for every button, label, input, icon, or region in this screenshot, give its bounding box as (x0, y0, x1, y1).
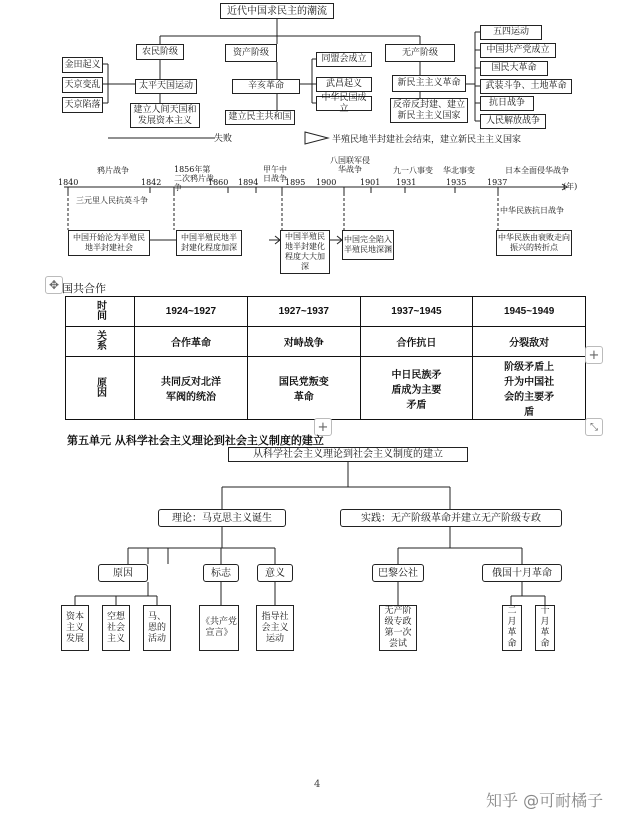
move-handle-icon[interactable]: ✥ (45, 276, 63, 294)
page-number: 4 (314, 779, 321, 790)
event-opium-war: 鸦片战争 (97, 166, 129, 175)
theory-meaning: 意义 (257, 564, 293, 582)
add-column-button[interactable]: + (585, 346, 603, 364)
october-revolution: 俄国十月革命 (482, 564, 562, 582)
arrow-text: 半殖民地半封建社会结束，建立新民主主义国家 (332, 135, 522, 145)
event-resistance-war: 中华民族抗日战争 (500, 206, 564, 215)
event-sino-japanese-war: 甲午中日战争 (263, 165, 287, 183)
reason-marx-engels: 马、恩的活动 (143, 605, 171, 651)
year-1895: 1895 (285, 178, 306, 187)
event-918: 九一八事变 (393, 166, 433, 175)
year-1842: 1842 (141, 178, 162, 187)
paris-commune: 巴黎公社 (372, 564, 424, 582)
cell-time-1: 1924~1927 (134, 297, 247, 327)
tl-box-abyss: 中国完全陷入半殖民地深渊 (342, 230, 394, 260)
xinhai-goal: 建立民主共和国 (225, 110, 295, 125)
cell-relation-3: 合作抗日 (360, 327, 473, 357)
cell-relation-2: 对峙战争 (248, 327, 361, 357)
row-header-reason: 原因 (66, 357, 135, 420)
tl-box-greatly-deepen: 中国半殖民地半封建化程度大大加深 (280, 230, 330, 274)
february-revolution: 二月革命 (502, 605, 522, 651)
event-liberation-war: 人民解放战争 (480, 114, 546, 129)
event-national-revolution: 国民大革命 (480, 61, 548, 76)
unit5-root: 从科学社会主义理论到社会主义制度的建立 (228, 447, 468, 462)
event-anti-japanese: 抗日战争 (480, 96, 534, 111)
cell-time-2: 1927~1937 (248, 297, 361, 327)
cell-time-4: 1945~1949 (473, 297, 586, 327)
cell-relation-1: 合作革命 (134, 327, 247, 357)
event-tongmenghui: 同盟会成立 (316, 52, 372, 67)
tl-box-turning-point: 中华民族由衰败走向振兴的转折点 (496, 230, 572, 256)
event-may-fourth: 五四运动 (480, 25, 542, 40)
cell-reason-4: 阶级矛盾上升为中国社会的主要矛盾 (473, 357, 586, 420)
year-1860: 1860 (208, 178, 229, 187)
cell-reason-2: 国民党叛变革命 (248, 357, 361, 420)
event-roc-founded: 中华民国成立 (316, 96, 372, 111)
year-1840: 1840 (58, 178, 79, 187)
event-eight-nation: 八国联军侵华战争 (330, 156, 370, 174)
event-cpc-founded: 中国共产党成立 (480, 43, 556, 58)
year-1937: 1937 (487, 178, 508, 187)
tl-box-begin: 中国开始沦为半殖民地半封建社会 (68, 230, 150, 256)
cell-reason-1: 共同反对北洋军阀的统治 (134, 357, 247, 420)
practice-node: 实践：无产阶级革命并建立无产阶级专政 (340, 509, 562, 527)
theory-node: 理论：马克思主义诞生 (158, 509, 286, 527)
event-north-china: 华北事变 (443, 166, 475, 175)
cell-time-3: 1937~1945 (360, 297, 473, 327)
taiping-movement: 太平天国运动 (135, 79, 197, 94)
tl-box-deepen: 中国半殖民地半封建化程度加深 (176, 230, 242, 256)
event-second-opium-war: 1856年第二次鸦片战争 (174, 165, 214, 192)
theory-reason: 原因 (98, 564, 148, 582)
event-armed-struggle: 武装斗争、土地革命 (480, 79, 572, 94)
row-header-relation: 关系 (66, 327, 135, 357)
row-header-time: 时间 (66, 297, 135, 327)
fail-label: 失败 (214, 134, 233, 144)
taiping-goal: 建立人间天国和发展资本主义 (130, 103, 200, 128)
section-label: 国共合作 (62, 283, 106, 295)
class-bourgeois: 资产阶级 (225, 44, 277, 62)
kmt-cpc-table (65, 296, 586, 420)
communist-manifesto: 《共产党宣言》 (199, 605, 239, 651)
resize-handle-icon[interactable]: ⤡ (585, 418, 603, 436)
xinhai-revolution: 辛亥革命 (232, 79, 300, 94)
event-jintian: 金田起义 (62, 57, 103, 73)
event-tianjing-fall: 天京陷落 (62, 97, 103, 113)
year-1931: 1931 (396, 178, 417, 187)
cell-reason-3: 中日民族矛盾成为主要矛盾 (360, 357, 473, 420)
unit5-heading: 第五单元 从科学社会主义理论到社会主义制度的建立 (67, 434, 324, 447)
new-democratic-goal: 反帝反封建、建立新民主主义国家 (390, 98, 468, 123)
reason-capitalism: 资本主义发展 (61, 605, 89, 651)
paris-first-attempt: 无产阶级专政第一次尝试 (379, 605, 417, 651)
axis-unit: (年) (563, 182, 578, 191)
event-sanyuanli: 三元里人民抗英斗争 (76, 196, 148, 205)
event-full-invasion: 日本全面侵华战争 (505, 166, 569, 175)
year-1935: 1935 (446, 178, 467, 187)
year-1900: 1900 (316, 178, 337, 187)
cell-relation-4: 分裂敌对 (473, 327, 586, 357)
class-peasant: 农民阶级 (136, 44, 184, 60)
october-revolution-box: 十月革命 (535, 605, 555, 651)
new-democratic-revolution: 新民主主义革命 (392, 75, 466, 92)
event-tianjing-turmoil: 天京变乱 (62, 77, 103, 93)
class-proletariat: 无产阶级 (385, 44, 455, 62)
chart1-title: 近代中国求民主的潮流 (220, 3, 334, 19)
guide-socialist-movement: 指导社会主义运动 (256, 605, 294, 651)
event-wuchang: 武昌起义 (316, 77, 372, 92)
reason-utopian: 空想社会主义 (102, 605, 130, 651)
theory-mark: 标志 (203, 564, 239, 582)
year-1901: 1901 (360, 178, 381, 187)
add-row-button[interactable]: + (314, 418, 332, 436)
year-1894: 1894 (238, 178, 259, 187)
watermark: 知乎 @可耐橘子 (486, 791, 604, 810)
